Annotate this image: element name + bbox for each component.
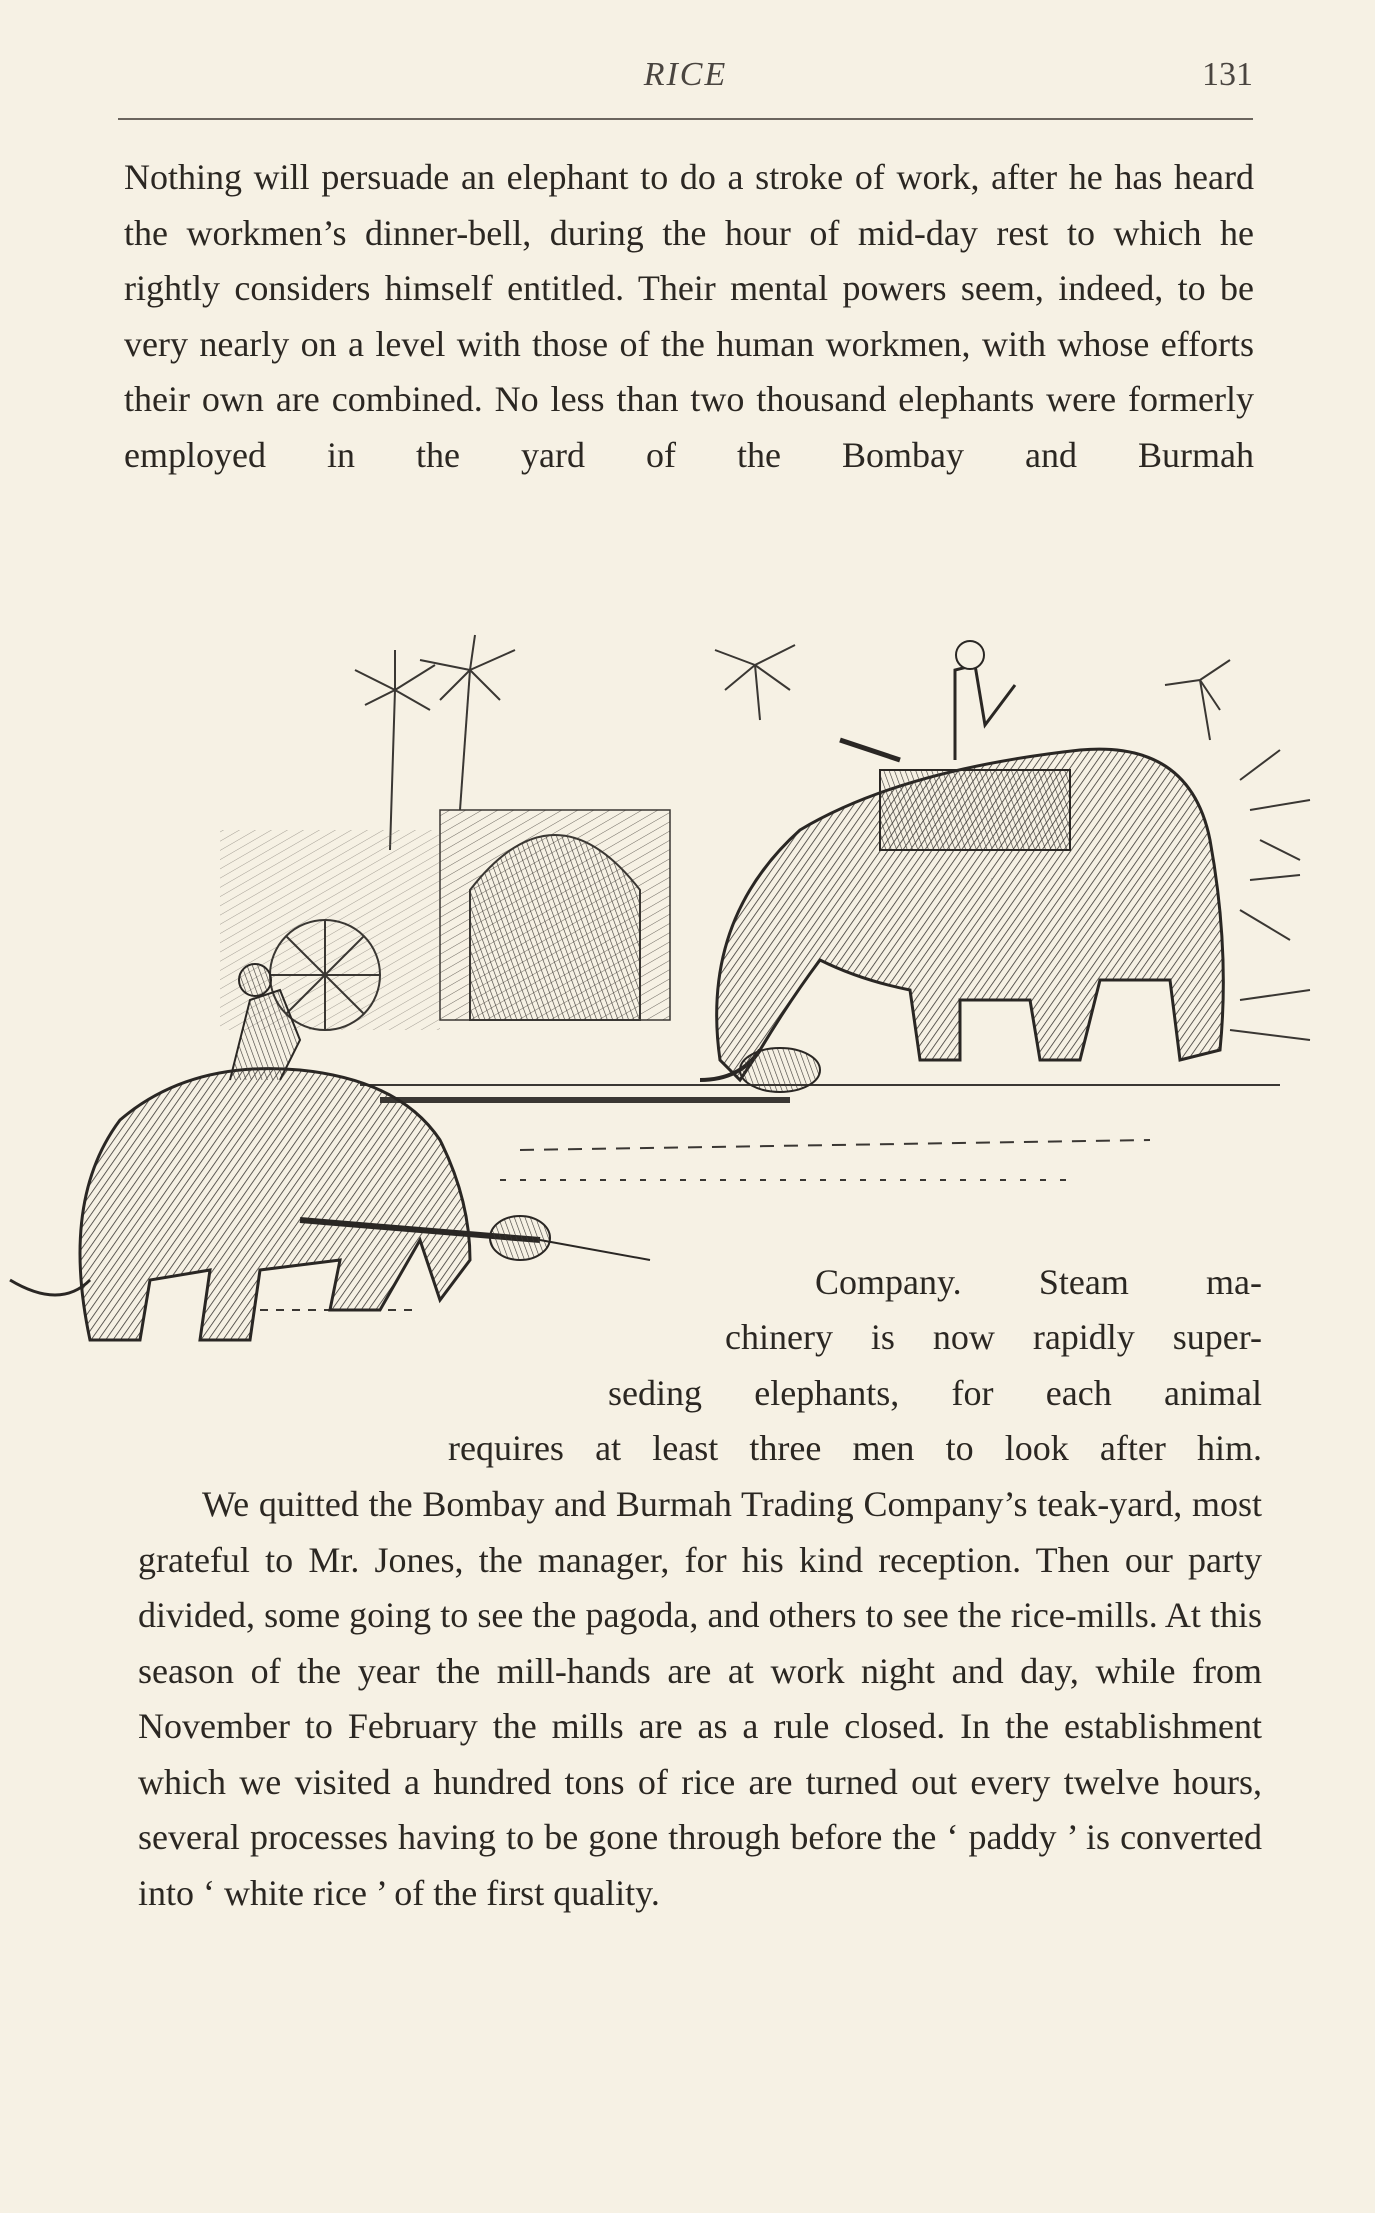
right-foliage (1230, 750, 1310, 1040)
right-elephant (700, 641, 1223, 1092)
wrap-line-3: seding elephants, for each animal (608, 1373, 1262, 1413)
background-building (220, 810, 670, 1030)
wrap-line-2: chinery is now rapidly super- (725, 1317, 1262, 1357)
elephants-illustration (0, 580, 1330, 1370)
paragraph-top: Nothing will persuade an elephant to do a stroke of work, after he has heard the workmen’s dinner-bell, during the hour of mid-day rest to which he rightly considers himself entitled. Their mental powers seem, indeed, to be very nearly on a level with those of the human workmen, with whose efforts their own are combined. No less than two thousand elephants were formerly employed in the yard of the Bombay and Burmah (124, 157, 1254, 475)
page-number: 131 (1202, 56, 1253, 93)
running-title: RICE (643, 56, 728, 93)
paragraph-bottom-text: We quitted the Bombay and Burmah Trading Company’s teak-yard, most grateful to Mr. Jones, the manager, for his kind reception. Then our party divided, some going to see the pagoda, and others to see the rice-mills. At this season of the year the mill-hands are at work night and day, while from November to February the mills are as a rule closed. In the establishment which we visited a hundred tons of rice are turned out every twelve hours, several processes having to be gone through before the ‘ paddy ’ is converted into ‘ white rice ’ of the first quality. (138, 1484, 1262, 1913)
paragraph-bottom (138, 1477, 1262, 1921)
running-head (118, 56, 1253, 106)
wrap-line-1: Company. Steam ma- (815, 1262, 1262, 1302)
header-rule (118, 118, 1253, 120)
wrap-line-4: requires at least three men to look after him. (448, 1428, 1262, 1468)
